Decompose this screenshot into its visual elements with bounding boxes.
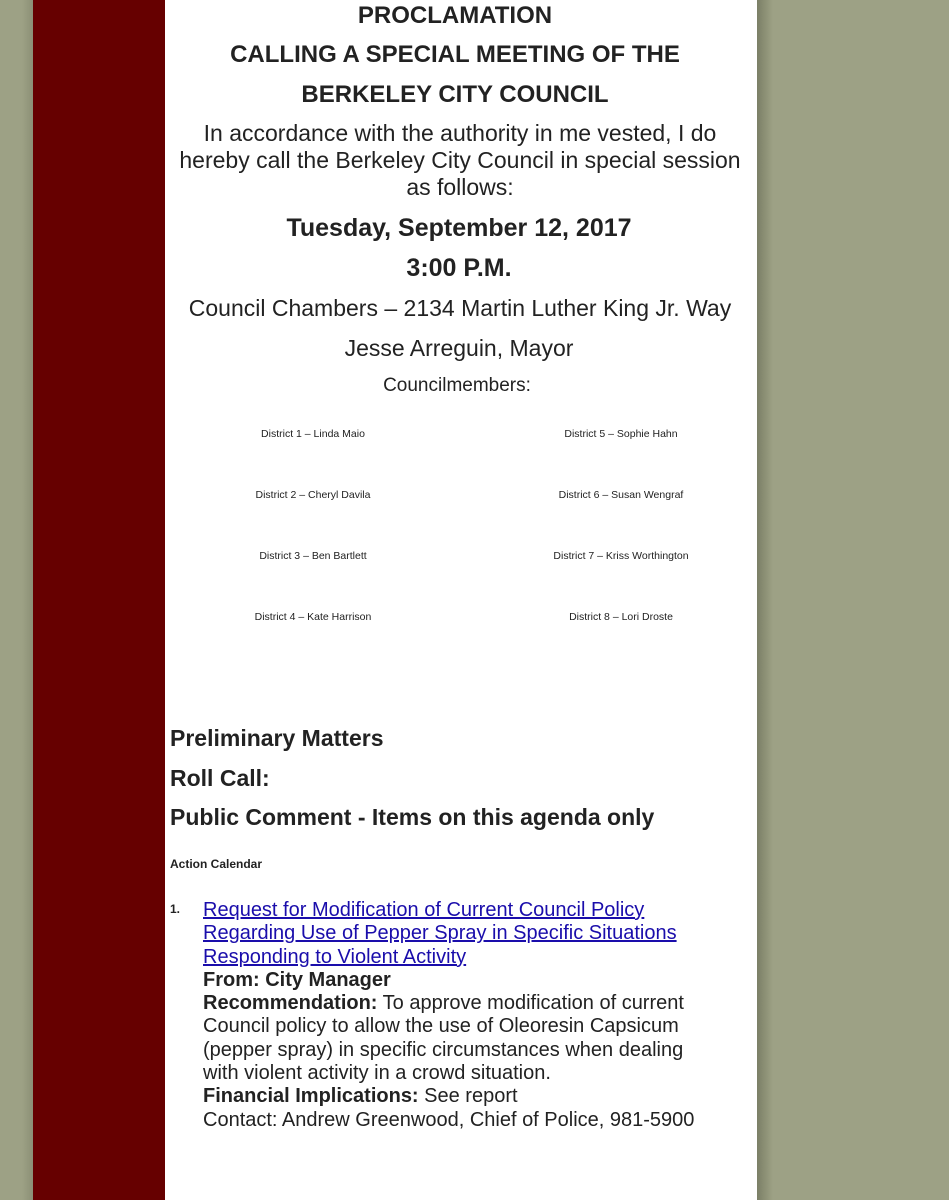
- councilmember-district-5: District 5 – Sophie Hahn: [564, 428, 678, 440]
- agenda-item-contact: Contact: Andrew Greenwood, Chief of Police, 981-5900: [203, 1108, 695, 1131]
- financial-implications-label: Financial Implications:: [203, 1085, 419, 1108]
- sidebar-bar: [33, 0, 165, 1200]
- recommendation-label: Recommendation:: [203, 992, 378, 1015]
- councilmember-district-3: District 3 – Ben Bartlett: [259, 550, 367, 562]
- section-preliminary-matters: Preliminary Matters: [170, 725, 384, 751]
- agenda-item-from: From: City Manager: [203, 968, 391, 991]
- councilmembers-label: Councilmembers:: [383, 375, 531, 396]
- right-shadow: [757, 0, 773, 1200]
- meeting-date: Tuesday, September 12, 2017: [286, 214, 632, 242]
- intro-paragraph: In accordance with the authority in me vested, I do hereby call the Berkeley City Council in special session as follows:: [179, 120, 741, 200]
- section-action-calendar: Action Calendar: [170, 857, 263, 871]
- mayor-name: Jesse Arreguin, Mayor: [344, 335, 574, 361]
- section-roll-call: Roll Call:: [170, 765, 270, 791]
- title-calling-special-meeting: CALLING A SPECIAL MEETING OF THE: [230, 41, 680, 68]
- agenda-item-number: 1.: [170, 902, 181, 916]
- recommendation-text: To approve modification of current Council policy to allow the use of Oleoresin Capsicum (pepper spray) in specific circumstances when dealing with violent activity in a crowd situation.: [203, 992, 684, 1085]
- councilmember-district-8: District 8 – Lori Droste: [569, 611, 673, 623]
- section-public-comment: Public Comment - Items on this agenda only: [170, 804, 655, 830]
- title-proclamation: PROCLAMATION: [357, 2, 553, 29]
- meeting-time: 3:00 P.M.: [406, 254, 512, 282]
- document-content: [165, 0, 757, 1200]
- meeting-location: Council Chambers – 2134 Martin Luther King Jr. Way: [188, 295, 732, 321]
- title-berkeley-city-council: BERKELEY CITY COUNCIL: [301, 81, 609, 108]
- councilmember-district-7: District 7 – Kriss Worthington: [553, 550, 689, 562]
- councilmember-district-2: District 2 – Cheryl Davila: [255, 489, 371, 501]
- councilmember-district-1: District 1 – Linda Maio: [261, 428, 365, 440]
- councilmember-district-6: District 6 – Susan Wengraf: [558, 489, 684, 501]
- agenda-item-1: [203, 899, 703, 1132]
- financial-implications-text: See report: [418, 1085, 518, 1108]
- agenda-item-link[interactable]: Request for Modification of Current Council Policy Regarding Use of Pepper Spray in Specific Situations Responding to Violent Activity: [203, 899, 677, 968]
- councilmember-district-4: District 4 – Kate Harrison: [254, 611, 372, 623]
